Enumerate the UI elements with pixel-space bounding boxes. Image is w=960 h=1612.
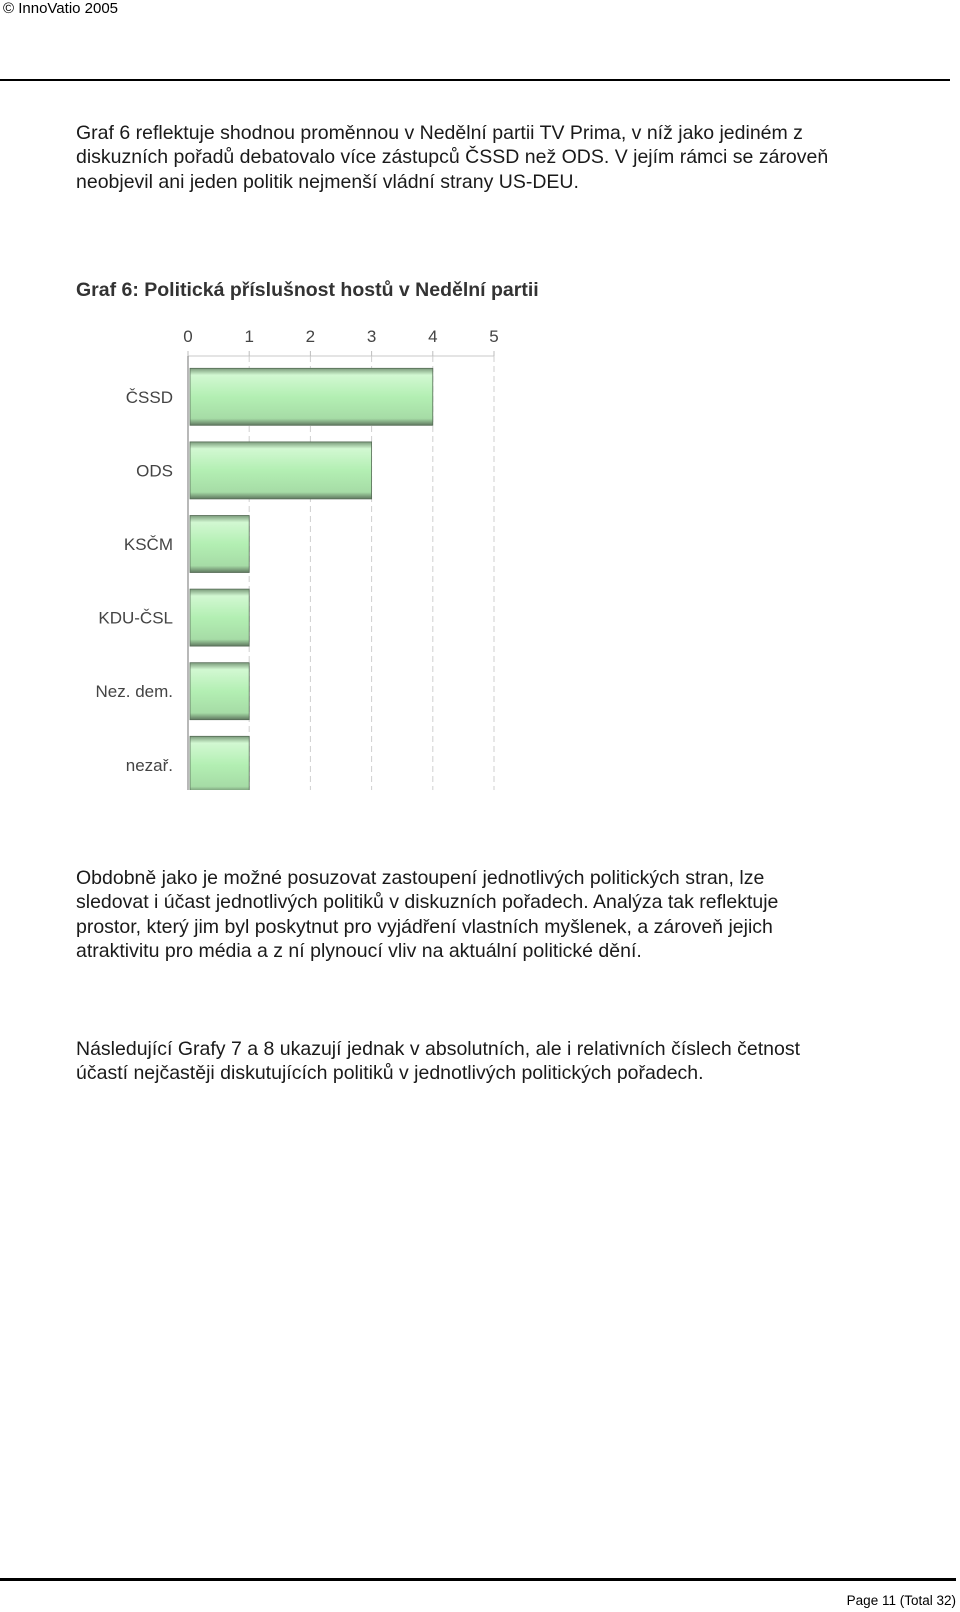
- bar: [190, 442, 372, 499]
- bar: [190, 663, 249, 720]
- category-label: KSČM: [123, 535, 173, 554]
- x-tick-label: 2: [305, 327, 316, 346]
- x-tick-label: 4: [428, 327, 438, 346]
- bar-chart: [0, 320, 560, 790]
- category-label: nezař.: [125, 755, 173, 775]
- category-label: KDU-ČSL: [98, 608, 173, 628]
- bar: [190, 736, 249, 790]
- x-tick-label: 1: [244, 327, 254, 346]
- paragraph-intro: Graf 6 reflektuje shodnou proměnnou v Nedělní partii TV Prima, v níž jako jediném z diskuzních pořadů debatovalo více zástupců ČSSD než ODS. V jejím rámci se zároveň neobjevil ani jeden politik nejmenší vládní strany US-DEU.: [76, 122, 829, 193]
- bar: [190, 589, 249, 646]
- x-tick-label: 0: [183, 327, 193, 346]
- category-label: ČSSD: [125, 387, 173, 407]
- bar: [190, 516, 249, 573]
- paragraph-next-graphs: Následující Grafy 7 a 8 ukazují jednak v absolutních, ale i relativních číslech četnost účastí nejčastěji diskutujících politiků v jednotlivých politických pořadech.: [76, 1038, 801, 1085]
- category-label: ODS: [136, 461, 173, 481]
- page-number: Page 11 (Total 32): [846, 1593, 956, 1608]
- footer-rule: [0, 1578, 956, 1581]
- x-tick-label: 5: [489, 327, 499, 346]
- paragraph-analysis: Obdobně jako je možné posuzovat zastoupení jednotlivých politických stran, lze sledovat i účast jednotlivých politiků v diskuzních pořadech. Analýza tak reflektuje prostor, který jim byl poskytnut pro vyjádření vlastních myšlenek, a zároveň jejich atraktivitu pro média a z ní plynoucí vliv na aktuální politické dění.: [76, 867, 779, 962]
- bar: [190, 368, 433, 425]
- header-rule: [0, 79, 950, 81]
- category-label: Nez. dem.: [95, 682, 173, 702]
- x-tick-label: 3: [366, 327, 377, 346]
- chart-title: Graf 6: Politická příslušnost hostů v Nedělní partii: [76, 279, 539, 301]
- copyright-header: © InnoVatio 2005: [3, 0, 119, 17]
